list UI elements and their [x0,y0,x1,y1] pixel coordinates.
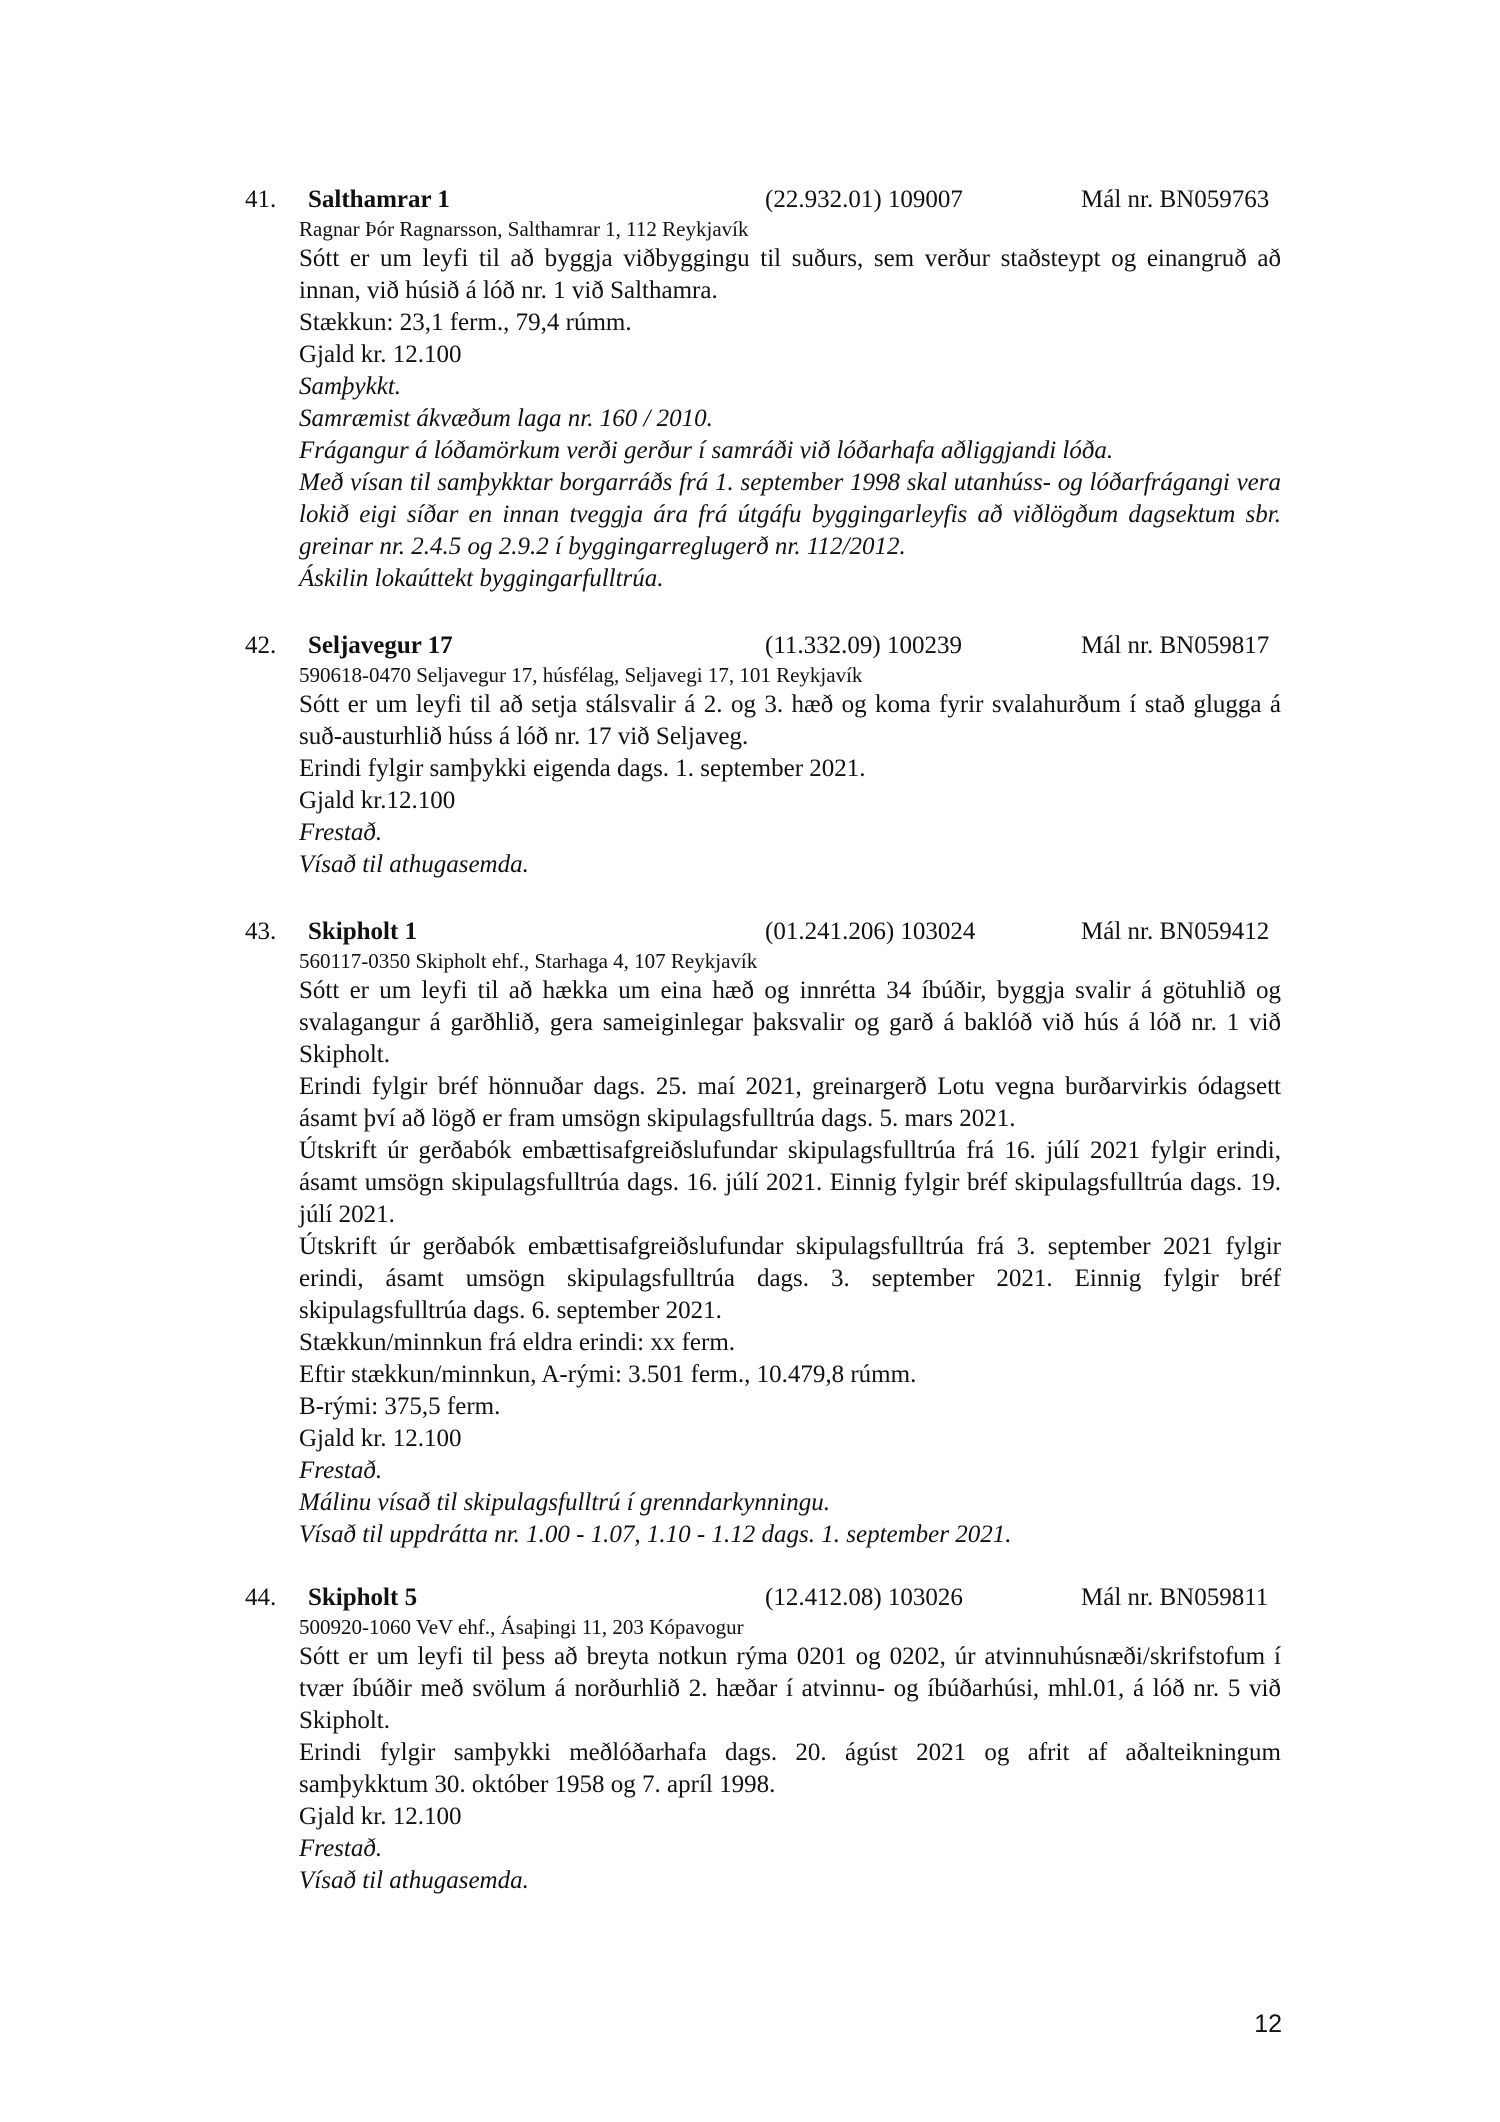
case-number: Mál nr. BN059817 [1081,632,1270,659]
item-text: Gjald kr. 12.100 [299,1425,462,1452]
agenda-item [0,1582,1500,1897]
item-text: Erindi fylgir samþykki meðlóðarhafa dags. 20. ágúst 2021 og afrit af aðalteikningum samþykktum 30. október 1958 og 7. apríl 1998. [299,1739,1281,1798]
decision-text: Frestað. [299,1835,383,1862]
property-reference: (12.412.08) 103026 [765,1584,963,1611]
case-number: Mál nr. BN059412 [1081,918,1270,945]
item-text: Erindi fylgir samþykki eigenda dags. 1. september 2021. [299,755,866,782]
agenda-item [0,630,1500,881]
item-text: Útskrift úr gerðabók embættisafgreiðslufundar skipulagsfulltrúa frá 16. júlí 2021 fylgir erindi, ásamt umsögn skipulagsfulltrúa dags. 16. júlí 2021. Einnig fylgir bréf skipulagsfulltrúa dags. 19. júlí 2021. [299,1137,1281,1228]
decision-text: Samræmist ákvæðum laga nr. 160 / 2010. [299,405,713,432]
item-text: Stækkun: 23,1 ferm., 79,4 rúmm. [299,309,632,336]
decision-text: Vísað til athugasemda. [299,1867,529,1894]
decision-text: Frestað. [299,819,383,846]
case-number: Mál nr. BN059811 [1081,1584,1269,1611]
item-text: B-rými: 375,5 ferm. [299,1393,501,1420]
applicant: 560117-0350 Skipholt ehf., Starhaga 4, 107 Reykjavík [299,949,758,973]
item-address: Salthamrar 1 [308,186,450,213]
item-body [299,662,1281,881]
item-address: Skipholt 5 [308,1584,418,1611]
agenda-item [0,184,1500,595]
item-text: Erindi fylgir bréf hönnuðar dags. 25. maí 2021, greinargerð Lotu vegna burðarvirkis ódagsett ásamt því að lögð er fram umsögn skipulagsfulltrúa dags. 5. mars 2021. [299,1073,1281,1132]
item-header [0,1582,1500,1614]
property-reference: (22.932.01) 109007 [765,186,963,213]
page-number: 12 [1254,2010,1282,2038]
item-address: Seljavegur 17 [308,632,453,659]
applicant: 500920-1060 VeV ehf., Ásaþingi 11, 203 Kópavogur [299,1615,744,1639]
item-header [0,184,1500,216]
item-body [299,216,1281,595]
decision-text: Með vísan til samþykktar borgarráðs frá 1. september 1998 skal utanhúss- og lóðarfrágangi vera lokið eigi síðar en innan tveggja ára frá útgáfu byggingarleyfis að viðlögðum dagsektum sbr. greinar nr. 2.4.5 og 2.9.2 í byggingarreglugerð nr. 112/2012. [299,469,1281,560]
decision-text: Frestað. [299,1457,383,1484]
decision-text: Vísað til athugasemda. [299,851,529,878]
item-number: 44. [245,1584,277,1611]
decision-text: Málinu vísað til skipulagsfulltrú í grenndarkynningu. [299,1489,830,1516]
item-text: Eftir stækkun/minnkun, A-rými: 3.501 ferm., 10.479,8 rúmm. [299,1361,917,1388]
decision-text: Frágangur á lóðamörkum verði gerður í samráði við lóðarhafa aðliggjandi lóða. [299,437,1114,464]
item-address: Skipholt 1 [308,918,418,945]
item-body [299,1614,1281,1897]
item-text: Sótt er um leyfi til að byggja viðbyggingu til suðurs, sem verður staðsteypt og einangruð að innan, við húsið á lóð nr. 1 við Salthamra. [299,245,1281,304]
decision-text: Vísað til uppdrátta nr. 1.00 - 1.07, 1.10 - 1.12 dags. 1. september 2021. [299,1521,1012,1548]
decision-text: Samþykkt. [299,373,402,400]
item-text: Stækkun/minnkun frá eldra erindi: xx ferm. [299,1329,736,1356]
item-number: 42. [245,632,277,659]
item-header [0,916,1500,948]
property-reference: (01.241.206) 103024 [765,918,976,945]
item-text: Gjald kr. 12.100 [299,1803,462,1830]
item-text: Sótt er um leyfi til að hækka um eina hæð og innrétta 34 íbúðir, byggja svalir á götuhlið og svalagangur á garðhlið, gera sameiginlegar þaksvalir og garð á baklóð við hús á lóð nr. 1 við Skipholt. [299,977,1281,1068]
case-number: Mál nr. BN059763 [1081,186,1270,213]
item-number: 43. [245,918,277,945]
item-text: Sótt er um leyfi til að setja stálsvalir á 2. og 3. hæð og koma fyrir svalahurðum í stað glugga á suð-austurhlið húss á lóð nr. 17 við Seljaveg. [299,691,1281,750]
item-header [0,630,1500,662]
item-body [299,948,1281,1551]
property-reference: (11.332.09) 100239 [765,632,962,659]
decision-text: Áskilin lokaúttekt byggingarfulltrúa. [299,565,664,592]
agenda-item [0,916,1500,1551]
item-text: Sótt er um leyfi til þess að breyta notkun rýma 0201 og 0202, úr atvinnuhúsnæði/skrifstofum í tvær íbúðir með svölum á norðurhlið 2. hæðar í atvinnu- og íbúðarhúsi, mhl.01, á lóð nr. 5 við Skipholt. [299,1643,1281,1734]
applicant: Ragnar Þór Ragnarsson, Salthamrar 1, 112 Reykjavík [299,217,749,241]
item-text: Gjald kr.12.100 [299,787,456,814]
item-number: 41. [245,186,277,213]
applicant: 590618-0470 Seljavegur 17, húsfélag, Seljavegi 17, 101 Reykjavík [299,663,863,687]
item-text: Gjald kr. 12.100 [299,341,462,368]
item-text: Útskrift úr gerðabók embættisafgreiðslufundar skipulagsfulltrúa frá 3. september 2021 fylgir erindi, ásamt umsögn skipulagsfulltrúa dags. 3. september 2021. Einnig fylgir bréf skipulagsfulltrúa dags. 6. september 2021. [299,1233,1281,1324]
